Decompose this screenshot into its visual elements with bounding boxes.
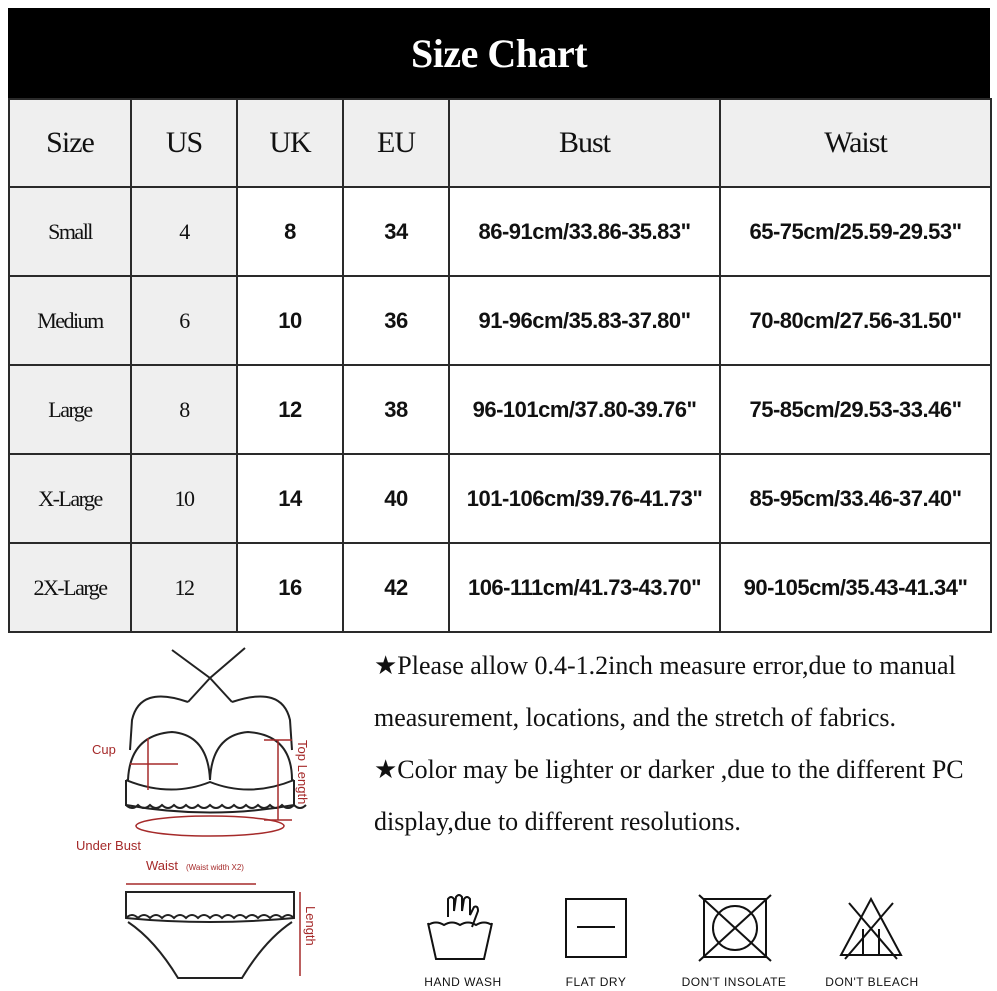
cell-us: 4: [131, 187, 237, 276]
care-hand-wash: [388, 893, 538, 991]
note-color-variance: ★Color may be lighter or darker ,due to the different PC display,due to different resolutions.: [374, 755, 964, 836]
cell-waist: 75-85cm/29.53-33.46": [720, 365, 991, 454]
cell-size: 2X-Large: [9, 543, 131, 632]
bottom-measure-lines: [126, 884, 300, 976]
table-row: [9, 187, 991, 276]
cup-label: Cup: [92, 742, 116, 757]
cell-uk: 14: [237, 454, 343, 543]
cell-size: Large: [9, 365, 131, 454]
cell-us: 10: [131, 454, 237, 543]
cell-size: X-Large: [9, 454, 131, 543]
cell-waist: 65-75cm/25.59-29.53": [720, 187, 991, 276]
cell-waist: 70-80cm/27.56-31.50": [720, 276, 991, 365]
care-label: FLAT DRY: [565, 975, 627, 989]
bikini-top-outline: [126, 648, 306, 813]
care-label: DON'T INSOLATE: [681, 975, 787, 989]
header-eu: EU: [343, 99, 449, 187]
cell-size: Small: [9, 187, 131, 276]
size-table: [8, 98, 992, 633]
waist-label: Waist: [146, 858, 179, 873]
header-size: Size: [9, 99, 131, 187]
cell-eu: 38: [343, 365, 449, 454]
cell-uk: 10: [237, 276, 343, 365]
table-row: [9, 454, 991, 543]
note-measure-error: ★Please allow 0.4-1.2inch measure error,due to manual measurement, locations, and the stretch of fabrics.: [374, 651, 956, 732]
care-label: HAND WASH: [424, 975, 502, 989]
cell-bust: 96-101cm/37.80-39.76": [449, 365, 720, 454]
length-label: Length: [303, 906, 318, 946]
bikini-bottom-outline: [126, 892, 294, 978]
header-us: US: [131, 99, 237, 187]
top-length-label: Top Length: [295, 740, 310, 805]
cell-uk: 12: [237, 365, 343, 454]
header-uk: UK: [237, 99, 343, 187]
under-bust-label: Under Bust: [76, 838, 142, 853]
cell-us: 6: [131, 276, 237, 365]
cell-uk: 8: [237, 187, 343, 276]
cell-bust: 101-106cm/39.76-41.73": [449, 454, 720, 543]
cell-waist: 85-95cm/33.46-37.40": [720, 454, 991, 543]
waist-note: (Waist width X2): [186, 863, 244, 872]
table-row: [9, 276, 991, 365]
table-row: [9, 543, 991, 632]
cell-bust: 106-111cm/41.73-43.70": [449, 543, 720, 632]
cell-eu: 40: [343, 454, 449, 543]
cell-eu: 42: [343, 543, 449, 632]
table-header-row: [9, 99, 991, 187]
flat-dry-icon: [521, 893, 671, 973]
cell-waist: 90-105cm/35.43-41.34": [720, 543, 991, 632]
cell-bust: 91-96cm/35.83-37.80": [449, 276, 720, 365]
hand-wash-icon: [388, 893, 538, 973]
care-dont-bleach: [797, 893, 947, 991]
size-chart-title: Size Chart: [8, 8, 990, 98]
cell-eu: 34: [343, 187, 449, 276]
dont-insolate-icon: [659, 893, 809, 973]
notes: [374, 640, 994, 848]
care-label: DON'T BLEACH: [825, 975, 919, 989]
measurement-diagram: [60, 640, 360, 985]
cell-size: Medium: [9, 276, 131, 365]
care-flat-dry: [521, 893, 671, 991]
header-waist: Waist: [720, 99, 991, 187]
cell-eu: 36: [343, 276, 449, 365]
table-row: [9, 365, 991, 454]
cell-uk: 16: [237, 543, 343, 632]
header-bust: Bust: [449, 99, 720, 187]
care-dont-insolate: [659, 893, 809, 991]
cell-us: 12: [131, 543, 237, 632]
dont-bleach-icon: [797, 893, 947, 973]
cell-us: 8: [131, 365, 237, 454]
cell-bust: 86-91cm/33.86-35.83": [449, 187, 720, 276]
